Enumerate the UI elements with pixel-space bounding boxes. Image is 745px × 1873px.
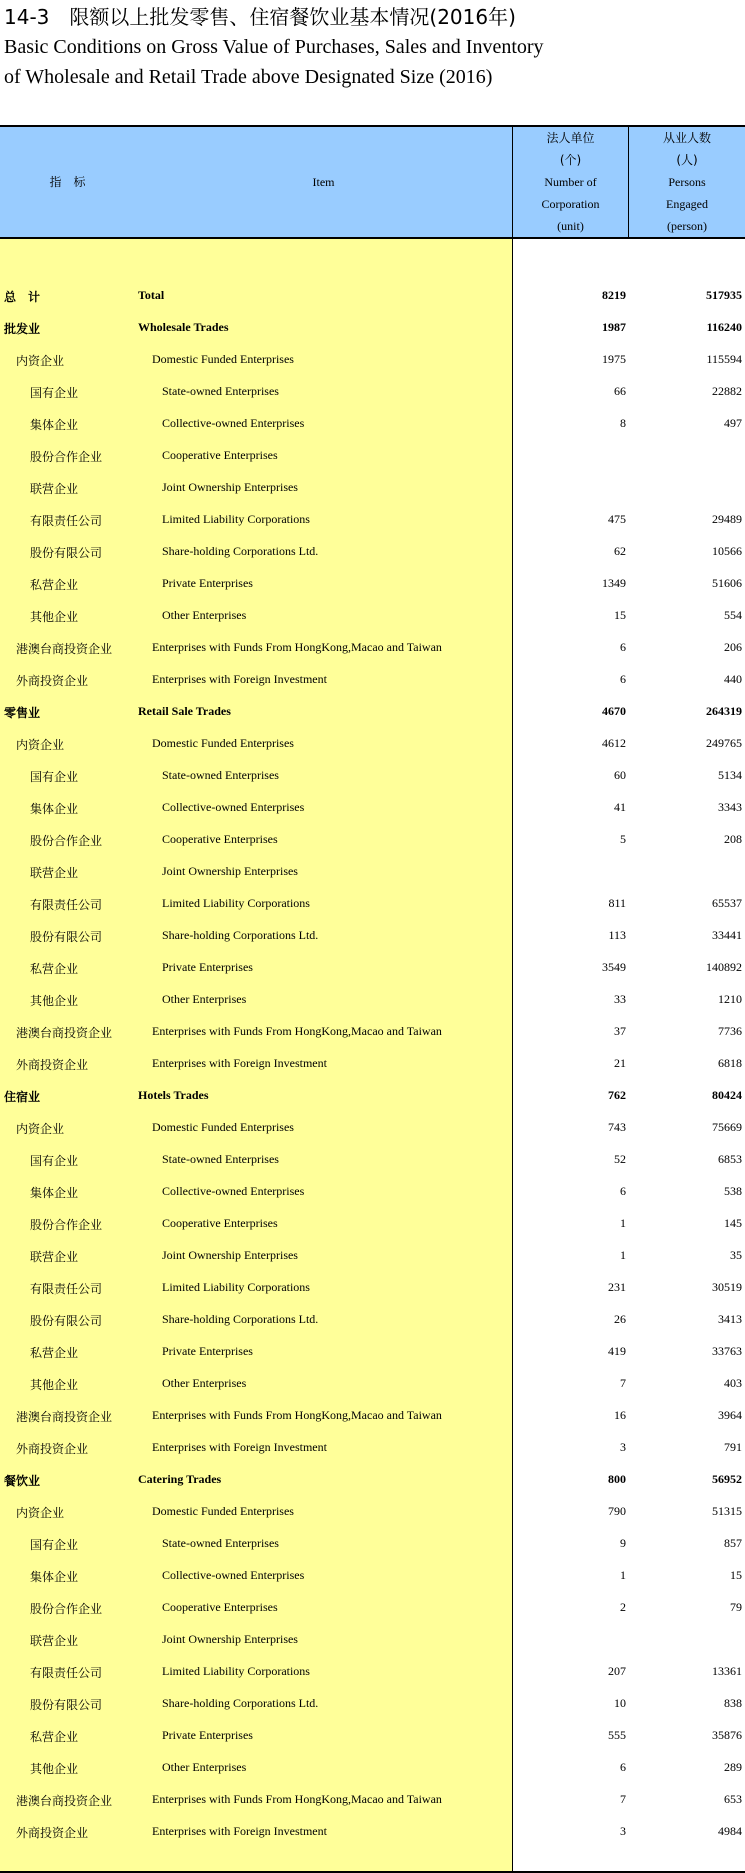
row-label-en: State-owned Enterprises [162, 768, 279, 782]
table-row [0, 1719, 745, 1751]
table-row [0, 343, 745, 375]
row-persons-count: 6853 [718, 1152, 742, 1166]
page-title-en-line2: of Wholesale and Retail Trade above Designated Size (2016) [4, 66, 493, 88]
table-row [0, 1015, 745, 1047]
row-label-en: Enterprises with Foreign Investment [152, 1440, 327, 1454]
table-row [0, 1463, 745, 1495]
table-row [0, 1751, 745, 1783]
row-label-en: Enterprises with Foreign Investment [152, 1824, 327, 1838]
table-row [0, 1207, 745, 1239]
header-corporation-unit-en: (unit) [557, 219, 584, 233]
row-corporation-count: 762 [608, 1088, 626, 1102]
row-label-cn: 外商投资企业 [16, 674, 89, 688]
row-corporation-count: 7 [620, 1376, 626, 1390]
title-block [4, 2, 739, 92]
row-corporation-count: 9 [620, 1536, 626, 1550]
row-persons-count: 249765 [706, 736, 742, 750]
row-label-cn: 股份有限公司 [30, 546, 103, 560]
row-persons-count: 7736 [718, 1024, 742, 1038]
row-label-en: Domestic Funded Enterprises [152, 352, 294, 366]
table-row [0, 375, 745, 407]
row-persons-count: 538 [724, 1184, 742, 1198]
row-label-en: Collective-owned Enterprises [162, 800, 305, 814]
row-label-en: State-owned Enterprises [162, 1152, 279, 1166]
row-label-cn: 内资企业 [16, 354, 65, 368]
row-persons-count: 206 [724, 640, 742, 654]
data-table [0, 125, 745, 1873]
table-row [0, 631, 745, 663]
row-label-en: Limited Liability Corporations [162, 1664, 310, 1678]
row-label-cn: 股份合作企业 [30, 450, 103, 464]
row-persons-count: 116240 [706, 320, 742, 334]
header-persons-en2: Engaged [666, 197, 708, 211]
row-corporation-count: 811 [608, 896, 626, 910]
table-row [0, 887, 745, 919]
row-label-en: Enterprises with Funds From HongKong,Macao and Taiwan [152, 640, 442, 654]
row-label-en: Enterprises with Foreign Investment [152, 1056, 327, 1070]
table-row [0, 727, 745, 759]
table-row [0, 1367, 745, 1399]
row-label-en: Joint Ownership Enterprises [162, 1632, 298, 1646]
row-persons-count: 35876 [712, 1728, 742, 1742]
row-label-cn: 外商投资企业 [16, 1826, 89, 1840]
row-corporation-count: 7 [620, 1792, 626, 1806]
row-corporation-count: 475 [608, 512, 626, 526]
row-label-cn: 集体企业 [30, 1570, 79, 1584]
row-label-cn: 有限责任公司 [30, 898, 103, 912]
row-persons-count: 75669 [712, 1120, 742, 1134]
table-row [0, 919, 745, 951]
row-persons-count: 6818 [718, 1056, 742, 1070]
table-row [0, 983, 745, 1015]
table-row [0, 695, 745, 727]
row-label-cn: 内资企业 [16, 1122, 65, 1136]
row-corporation-count: 6 [620, 1184, 626, 1198]
row-label-cn: 港澳台商投资企业 [16, 1794, 113, 1808]
table-row [0, 279, 745, 311]
row-persons-count: 29489 [712, 512, 742, 526]
row-corporation-count: 2 [620, 1600, 626, 1614]
table-row [0, 535, 745, 567]
row-label-cn: 股份有限公司 [30, 1698, 103, 1712]
header-persons-cn: 从业人数 [662, 131, 711, 145]
row-label-cn: 联营企业 [30, 482, 79, 496]
row-label-cn: 其他企业 [30, 1762, 79, 1776]
row-persons-count: 289 [724, 1760, 742, 1774]
table-row [0, 407, 745, 439]
row-persons-count: 440 [724, 672, 742, 686]
row-persons-count: 79 [730, 1600, 742, 1614]
row-corporation-count: 1987 [602, 320, 626, 334]
row-label-cn: 内资企业 [16, 1506, 65, 1520]
row-corporation-count: 37 [614, 1024, 626, 1038]
row-corporation-count: 1349 [602, 576, 626, 590]
row-corporation-count: 21 [614, 1056, 626, 1070]
row-persons-count: 554 [724, 608, 742, 622]
table-row [0, 1495, 745, 1527]
table-row [0, 1335, 745, 1367]
row-label-en: Wholesale Trades [138, 320, 229, 334]
row-corporation-count: 113 [608, 928, 626, 942]
row-persons-count: 30519 [712, 1280, 742, 1294]
table-row [0, 1303, 745, 1335]
table-row [0, 791, 745, 823]
table-row [0, 1591, 745, 1623]
row-persons-count: 65537 [712, 896, 742, 910]
row-label-en: Other Enterprises [162, 1376, 247, 1390]
table-row [0, 1143, 745, 1175]
row-label-cn: 有限责任公司 [30, 1666, 103, 1680]
header-persons-unit-en: (person) [667, 219, 707, 233]
table-row [0, 759, 745, 791]
row-label-cn: 其他企业 [30, 610, 79, 624]
table-row [0, 1399, 745, 1431]
row-label-cn: 联营企业 [30, 1634, 79, 1648]
table-row [0, 567, 745, 599]
row-corporation-count: 231 [608, 1280, 626, 1294]
row-persons-count: 80424 [712, 1088, 742, 1102]
row-persons-count: 140892 [706, 960, 742, 974]
row-persons-count: 857 [724, 1536, 742, 1550]
header-persons [629, 127, 745, 237]
row-corporation-count: 3 [620, 1824, 626, 1838]
row-persons-count: 403 [724, 1376, 742, 1390]
row-label-cn: 有限责任公司 [30, 1282, 103, 1296]
row-label-cn: 其他企业 [30, 994, 79, 1008]
row-label-en: Share-holding Corporations Ltd. [162, 1696, 319, 1710]
table-row [0, 503, 745, 535]
table-row [0, 599, 745, 631]
row-label-cn: 外商投资企业 [16, 1058, 89, 1072]
table-row [0, 1815, 745, 1847]
table-row [0, 1559, 745, 1591]
row-corporation-count: 15 [614, 608, 626, 622]
row-label-cn: 联营企业 [30, 1250, 79, 1264]
header-persons-unit-cn: (人) [676, 153, 698, 167]
row-label-cn: 港澳台商投资企业 [16, 1026, 113, 1040]
row-label-en: State-owned Enterprises [162, 384, 279, 398]
table-row [0, 471, 745, 503]
row-corporation-count: 8 [620, 416, 626, 430]
row-corporation-count: 8219 [602, 288, 626, 302]
row-label-cn: 股份合作企业 [30, 1218, 103, 1232]
table-row [0, 1047, 745, 1079]
row-label-en: Other Enterprises [162, 1760, 247, 1774]
row-label-cn: 其他企业 [30, 1378, 79, 1392]
row-label-cn: 总 计 [4, 290, 41, 304]
row-corporation-count: 33 [614, 992, 626, 1006]
row-label-cn: 私营企业 [30, 962, 79, 976]
row-persons-count: 264319 [706, 704, 742, 718]
row-label-cn: 股份有限公司 [30, 930, 103, 944]
row-corporation-count: 6 [620, 1760, 626, 1774]
row-label-cn: 有限责任公司 [30, 514, 103, 528]
table-row [0, 439, 745, 471]
row-corporation-count: 1975 [602, 352, 626, 366]
table-row [0, 1655, 745, 1687]
row-label-cn: 集体企业 [30, 1186, 79, 1200]
row-corporation-count: 41 [614, 800, 626, 814]
row-label-cn: 私营企业 [30, 578, 79, 592]
header-corporation [513, 127, 628, 237]
row-corporation-count: 3 [620, 1440, 626, 1454]
row-label-en: Limited Liability Corporations [162, 512, 310, 526]
row-corporation-count: 4612 [602, 736, 626, 750]
table-row [0, 1111, 745, 1143]
row-label-en: Joint Ownership Enterprises [162, 480, 298, 494]
row-corporation-count: 1 [620, 1568, 626, 1582]
row-label-en: Retail Sale Trades [138, 704, 231, 718]
row-persons-count: 791 [724, 1440, 742, 1454]
table-row [0, 1623, 745, 1655]
row-label-en: Hotels Trades [138, 1088, 209, 1102]
row-label-en: Collective-owned Enterprises [162, 1184, 305, 1198]
row-corporation-count: 60 [614, 768, 626, 782]
table-row [0, 1431, 745, 1463]
row-persons-count: 10566 [712, 544, 742, 558]
page-title-en-line1: Basic Conditions on Gross Value of Purchases, Sales and Inventory [4, 36, 544, 58]
row-persons-count: 51315 [712, 1504, 742, 1518]
row-label-en: Cooperative Enterprises [162, 1600, 278, 1614]
row-label-cn: 集体企业 [30, 418, 79, 432]
row-persons-count: 653 [724, 1792, 742, 1806]
row-persons-count: 33763 [712, 1344, 742, 1358]
row-label-en: Joint Ownership Enterprises [162, 1248, 298, 1262]
row-label-cn: 港澳台商投资企业 [16, 642, 113, 656]
row-corporation-count: 800 [608, 1472, 626, 1486]
row-label-cn: 住宿业 [4, 1090, 41, 1104]
row-persons-count: 3964 [718, 1408, 742, 1422]
row-label-cn: 联营企业 [30, 866, 79, 880]
row-label-cn: 国有企业 [30, 770, 79, 784]
row-label-cn: 外商投资企业 [16, 1442, 89, 1456]
header-item: Item [312, 175, 335, 189]
page-title-cn: 14-3 限额以上批发零售、住宿餐饮业基本情况(2016年) [4, 5, 516, 29]
row-label-en: Share-holding Corporations Ltd. [162, 1312, 319, 1326]
table-row [0, 1527, 745, 1559]
row-label-en: Domestic Funded Enterprises [152, 1504, 294, 1518]
table-row [0, 951, 745, 983]
row-persons-count: 208 [724, 832, 742, 846]
row-label-en: Other Enterprises [162, 992, 247, 1006]
row-persons-count: 15 [730, 1568, 742, 1582]
row-label-en: Domestic Funded Enterprises [152, 1120, 294, 1134]
column-divider-header [628, 127, 629, 239]
row-label-en: Private Enterprises [162, 960, 253, 974]
row-corporation-count: 6 [620, 672, 626, 686]
header-corporation-cn: 法人单位 [546, 131, 595, 145]
row-corporation-count: 52 [614, 1152, 626, 1166]
row-persons-count: 3413 [718, 1312, 742, 1326]
row-persons-count: 517935 [706, 288, 742, 302]
row-persons-count: 497 [724, 416, 742, 430]
header-persons-en1: Persons [668, 175, 706, 189]
table-row [0, 663, 745, 695]
table-row [0, 855, 745, 887]
row-label-en: Other Enterprises [162, 608, 247, 622]
row-corporation-count: 26 [614, 1312, 626, 1326]
row-label-en: Cooperative Enterprises [162, 1216, 278, 1230]
row-corporation-count: 790 [608, 1504, 626, 1518]
row-label-en: Private Enterprises [162, 1728, 253, 1742]
header-corporation-en1: Number of [544, 175, 597, 189]
row-label-cn: 港澳台商投资企业 [16, 1410, 113, 1424]
header-corporation-en2: Corporation [541, 197, 600, 211]
row-persons-count: 1210 [718, 992, 742, 1006]
row-label-cn: 零售业 [4, 706, 41, 720]
table-row [0, 1079, 745, 1111]
header-corporation-unit-cn: (个) [559, 153, 582, 167]
row-persons-count: 115594 [706, 352, 742, 366]
row-persons-count: 35 [730, 1248, 742, 1262]
row-persons-count: 33441 [712, 928, 742, 942]
row-persons-count: 145 [724, 1216, 742, 1230]
row-corporation-count: 5 [620, 832, 626, 846]
table-body [0, 279, 745, 1847]
row-label-cn: 股份合作企业 [30, 834, 103, 848]
row-label-en: Enterprises with Funds From HongKong,Macao and Taiwan [152, 1024, 442, 1038]
row-label-cn: 国有企业 [30, 1538, 79, 1552]
table-row [0, 1783, 745, 1815]
row-label-en: Limited Liability Corporations [162, 896, 310, 910]
row-label-en: Domestic Funded Enterprises [152, 736, 294, 750]
row-label-cn: 股份有限公司 [30, 1314, 103, 1328]
row-corporation-count: 3549 [602, 960, 626, 974]
row-corporation-count: 743 [608, 1120, 626, 1134]
row-label-cn: 餐饮业 [4, 1474, 41, 1488]
row-label-cn: 批发业 [4, 322, 41, 336]
row-label-en: Share-holding Corporations Ltd. [162, 928, 319, 942]
row-corporation-count: 4670 [602, 704, 626, 718]
row-label-cn: 集体企业 [30, 802, 79, 816]
table-row [0, 311, 745, 343]
table-row [0, 1239, 745, 1271]
row-persons-count: 3343 [718, 800, 742, 814]
header-indicator: 指 标 [49, 175, 86, 189]
table-row [0, 1271, 745, 1303]
table-row [0, 823, 745, 855]
row-persons-count: 838 [724, 1696, 742, 1710]
row-persons-count: 51606 [712, 576, 742, 590]
row-corporation-count: 1 [620, 1248, 626, 1262]
row-label-en: Private Enterprises [162, 1344, 253, 1358]
row-corporation-count: 207 [608, 1664, 626, 1678]
row-persons-count: 22882 [712, 384, 742, 398]
row-label-en: Collective-owned Enterprises [162, 416, 305, 430]
row-label-en: Joint Ownership Enterprises [162, 864, 298, 878]
row-label-en: Enterprises with Funds From HongKong,Macao and Taiwan [152, 1408, 442, 1422]
row-corporation-count: 1 [620, 1216, 626, 1230]
row-corporation-count: 16 [614, 1408, 626, 1422]
row-label-en: Collective-owned Enterprises [162, 1568, 305, 1582]
row-corporation-count: 555 [608, 1728, 626, 1742]
row-label-en: Catering Trades [138, 1472, 222, 1486]
row-label-en: Limited Liability Corporations [162, 1280, 310, 1294]
row-corporation-count: 66 [614, 384, 626, 398]
row-label-cn: 私营企业 [30, 1346, 79, 1360]
row-persons-count: 13361 [712, 1664, 742, 1678]
table-row [0, 1175, 745, 1207]
row-label-en: Enterprises with Foreign Investment [152, 672, 327, 686]
row-persons-count: 5134 [718, 768, 742, 782]
row-corporation-count: 10 [614, 1696, 626, 1710]
row-persons-count: 56952 [712, 1472, 742, 1486]
row-label-en: Private Enterprises [162, 576, 253, 590]
row-label-cn: 内资企业 [16, 738, 65, 752]
row-label-cn: 股份合作企业 [30, 1602, 103, 1616]
row-corporation-count: 419 [608, 1344, 626, 1358]
row-label-cn: 私营企业 [30, 1730, 79, 1744]
row-corporation-count: 6 [620, 640, 626, 654]
row-label-en: Share-holding Corporations Ltd. [162, 544, 319, 558]
row-label-cn: 国有企业 [30, 386, 79, 400]
row-persons-count: 4984 [718, 1824, 742, 1838]
row-label-en: Total [138, 288, 165, 302]
row-label-en: Enterprises with Funds From HongKong,Macao and Taiwan [152, 1792, 442, 1806]
table-row [0, 1687, 745, 1719]
row-label-en: State-owned Enterprises [162, 1536, 279, 1550]
row-label-en: Cooperative Enterprises [162, 448, 278, 462]
row-label-cn: 国有企业 [30, 1154, 79, 1168]
row-corporation-count: 62 [614, 544, 626, 558]
table-header [0, 127, 745, 239]
row-label-en: Cooperative Enterprises [162, 832, 278, 846]
